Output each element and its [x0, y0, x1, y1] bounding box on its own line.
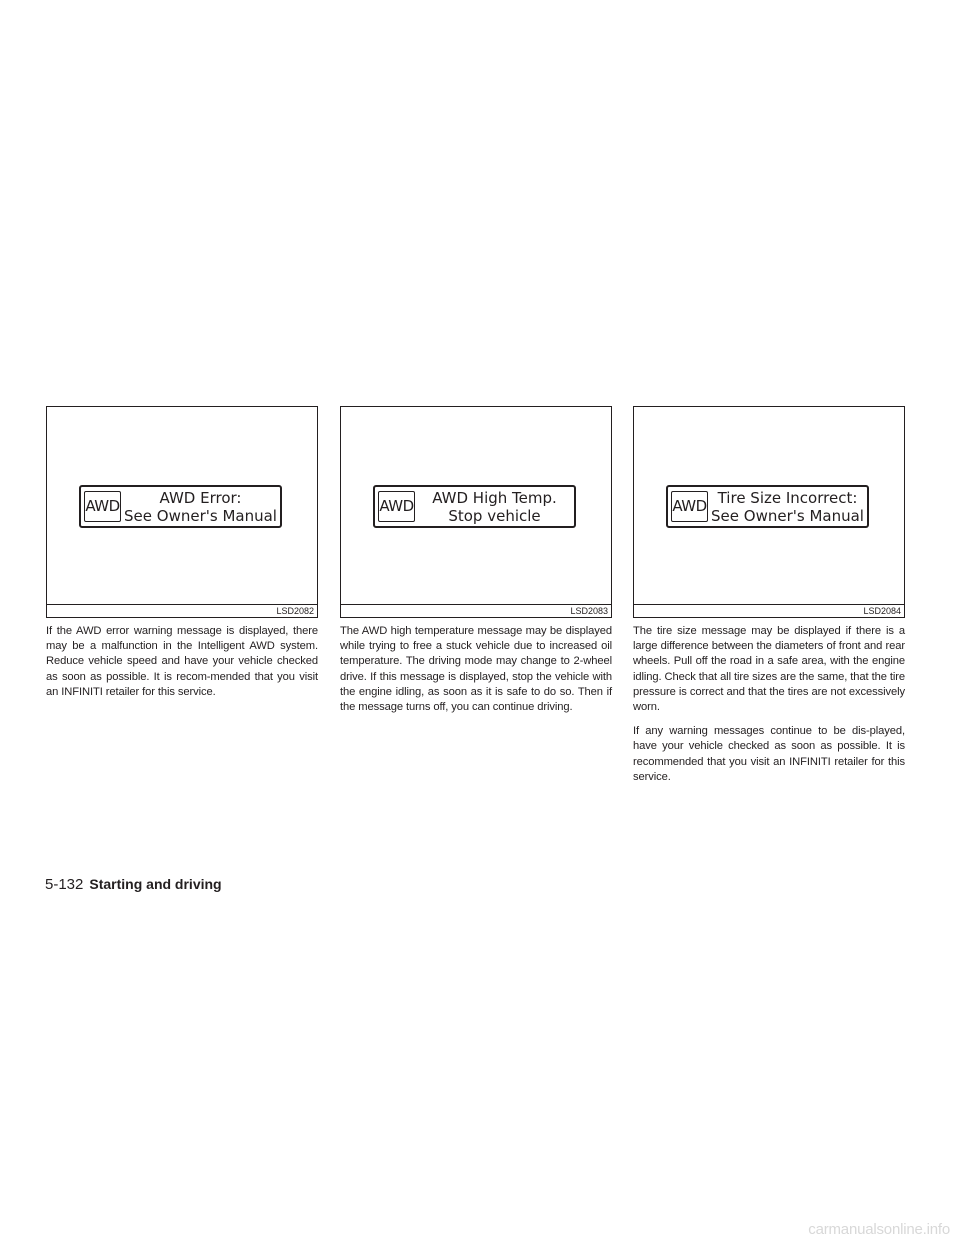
figure-code: LSD2084 [634, 604, 904, 617]
figure-code: LSD2082 [47, 604, 317, 617]
warning-display [373, 485, 576, 528]
figure-awd-high-temp [340, 406, 612, 618]
figure-awd-error [46, 406, 318, 618]
column-1 [46, 406, 318, 700]
paragraph: If the AWD error warning message is displayed, there may be a malfunction in the Intelligent AWD system. Reduce vehicle speed and have your vehicle checked as soon as possible. It is recom-mended that you visit an INFINITI retailer for this service. [46, 625, 318, 698]
page-number: 5-132 [45, 876, 84, 893]
column-3 [633, 406, 905, 785]
warning-message-line-1: Tire Size Incorrect: [717, 489, 858, 507]
warning-display [79, 485, 282, 528]
warning-message-line-2: See Owner's Manual [711, 507, 864, 525]
paragraph: The AWD high temperature message may be displayed while trying to free a stuck vehicle due to increased oil temperature. The driving mode may change to 2-wheel drive. If this message is displayed, stop the vehicle with the engine idling, as soon as it is safe to do so. Then if the message turns off, you can continue driving. [340, 625, 612, 714]
warning-message [123, 489, 278, 525]
warning-message-line-1: AWD High Temp. [432, 489, 557, 507]
warning-message-line-2: See Owner's Manual [124, 507, 277, 525]
column-2 [340, 406, 612, 715]
awd-indicator-icon: AWD [84, 491, 121, 522]
warning-message [417, 489, 572, 525]
warning-message-line-1: AWD Error: [159, 489, 242, 507]
figure-tire-size-incorrect [633, 406, 905, 618]
warning-display [666, 485, 869, 528]
paragraph: The tire size message may be displayed if there is a large difference between the diameters of front and rear wheels. Pull off the road in a safe area, with the engine idling. Check that all tire sizes are the same, that the tire pressure is correct and that the tires are not excessively worn. [633, 625, 905, 714]
warning-message [710, 489, 865, 525]
awd-indicator-icon: AWD [671, 491, 708, 522]
figure-code: LSD2083 [341, 604, 611, 617]
awd-indicator-icon: AWD [378, 491, 415, 522]
page-footer [45, 876, 222, 893]
watermark: carmanualsonline.info [808, 1221, 950, 1238]
section-title: Starting and driving [89, 876, 222, 892]
warning-message-line-2: Stop vehicle [448, 507, 541, 525]
paragraph: If any warning messages continue to be dis-played, have your vehicle checked as soon as possible. It is recommended that you visit an INFINITI retailer for this service. [633, 725, 905, 783]
